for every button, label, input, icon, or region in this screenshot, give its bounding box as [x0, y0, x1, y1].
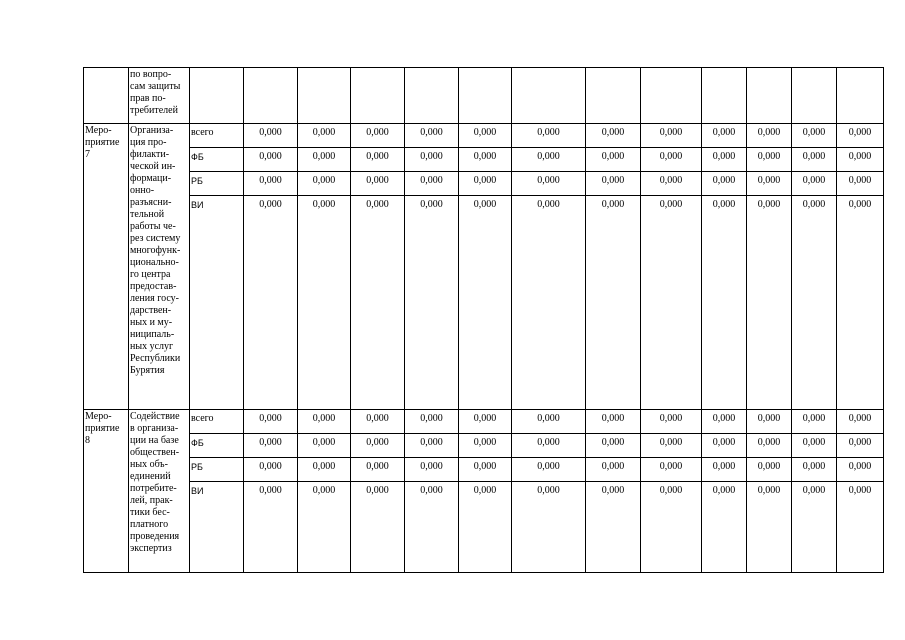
amount-cell: 0,000 [244, 172, 298, 196]
amount-cell: 0,000 [405, 172, 459, 196]
amount-cell: 0,000 [792, 196, 837, 410]
amount-cell: 0,000 [837, 434, 884, 458]
amount-cell: 0,000 [586, 148, 641, 172]
amount-cell: 0,000 [405, 196, 459, 410]
measure-label: Меро- приятие 8 [84, 410, 129, 573]
funding-source: РБ [190, 458, 244, 482]
amount-cell: 0,000 [512, 410, 586, 434]
empty-cell [641, 68, 702, 124]
amount-cell: 0,000 [837, 458, 884, 482]
amount-cell: 0,000 [792, 172, 837, 196]
table-row [84, 410, 884, 434]
amount-cell: 0,000 [298, 172, 351, 196]
amount-cell: 0,000 [298, 124, 351, 148]
amount-cell: 0,000 [351, 196, 405, 410]
amount-cell: 0,000 [641, 124, 702, 148]
amount-cell: 0,000 [351, 434, 405, 458]
table-row [84, 172, 884, 196]
measure-description: Содействие в организа- ции на базе обществен- ных объ- единений потребите- лей, прак- тики бес- платного проведения экспертиз [129, 410, 190, 573]
amount-cell: 0,000 [351, 410, 405, 434]
empty-cell [792, 68, 837, 124]
amount-cell: 0,000 [459, 434, 512, 458]
empty-cell [512, 68, 586, 124]
amount-cell: 0,000 [298, 458, 351, 482]
amount-cell: 0,000 [459, 196, 512, 410]
amount-cell: 0,000 [747, 172, 792, 196]
funding-source: ФБ [190, 148, 244, 172]
amount-cell: 0,000 [641, 148, 702, 172]
amount-cell: 0,000 [512, 196, 586, 410]
amount-cell: 0,000 [512, 172, 586, 196]
funding-source: ФБ [190, 434, 244, 458]
amount-cell: 0,000 [641, 172, 702, 196]
amount-cell: 0,000 [459, 458, 512, 482]
amount-cell: 0,000 [298, 196, 351, 410]
amount-cell: 0,000 [351, 172, 405, 196]
amount-cell: 0,000 [747, 196, 792, 410]
amount-cell: 0,000 [837, 196, 884, 410]
amount-cell: 0,000 [586, 172, 641, 196]
amount-cell: 0,000 [641, 458, 702, 482]
table-row [84, 458, 884, 482]
amount-cell: 0,000 [702, 410, 747, 434]
amount-cell: 0,000 [792, 458, 837, 482]
empty-cell [351, 68, 405, 124]
amount-cell: 0,000 [512, 458, 586, 482]
empty-cell [702, 68, 747, 124]
amount-cell: 0,000 [747, 434, 792, 458]
amount-cell: 0,000 [405, 482, 459, 573]
amount-cell: 0,000 [512, 434, 586, 458]
amount-cell: 0,000 [641, 196, 702, 410]
funding-source: ВИ [190, 482, 244, 573]
measures-body [84, 124, 884, 573]
amount-cell: 0,000 [837, 172, 884, 196]
amount-cell: 0,000 [459, 410, 512, 434]
amount-cell: 0,000 [459, 172, 512, 196]
table-row [84, 148, 884, 172]
amount-cell: 0,000 [512, 124, 586, 148]
amount-cell: 0,000 [459, 148, 512, 172]
empty-cell [405, 68, 459, 124]
amount-cell: 0,000 [459, 482, 512, 573]
amount-cell: 0,000 [298, 434, 351, 458]
amount-cell: 0,000 [747, 148, 792, 172]
amount-cell: 0,000 [702, 482, 747, 573]
empty-cell [244, 68, 298, 124]
amount-cell: 0,000 [405, 410, 459, 434]
empty-cell [298, 68, 351, 124]
amount-cell: 0,000 [702, 124, 747, 148]
amount-cell: 0,000 [244, 148, 298, 172]
amount-cell: 0,000 [837, 410, 884, 434]
amount-cell: 0,000 [244, 434, 298, 458]
empty-cell [837, 68, 884, 124]
amount-cell: 0,000 [351, 148, 405, 172]
amount-cell: 0,000 [405, 124, 459, 148]
amount-cell: 0,000 [459, 124, 512, 148]
empty-cell [190, 68, 244, 124]
amount-cell: 0,000 [586, 124, 641, 148]
empty-cell [459, 68, 512, 124]
amount-cell: 0,000 [244, 410, 298, 434]
amount-cell: 0,000 [298, 482, 351, 573]
continuation-row [84, 68, 884, 124]
amount-cell: 0,000 [586, 196, 641, 410]
amount-cell: 0,000 [405, 148, 459, 172]
amount-cell: 0,000 [586, 434, 641, 458]
amount-cell: 0,000 [792, 434, 837, 458]
amount-cell: 0,000 [747, 410, 792, 434]
amount-cell: 0,000 [702, 148, 747, 172]
amount-cell: 0,000 [405, 434, 459, 458]
amount-cell: 0,000 [792, 482, 837, 573]
amount-cell: 0,000 [792, 124, 837, 148]
amount-cell: 0,000 [702, 434, 747, 458]
amount-cell: 0,000 [512, 148, 586, 172]
amount-cell: 0,000 [747, 482, 792, 573]
amount-cell: 0,000 [586, 458, 641, 482]
amount-cell: 0,000 [837, 148, 884, 172]
amount-cell: 0,000 [702, 458, 747, 482]
amount-cell: 0,000 [586, 482, 641, 573]
amount-cell: 0,000 [244, 196, 298, 410]
measure-label: Меро- приятие 7 [84, 124, 129, 410]
amount-cell: 0,000 [641, 410, 702, 434]
amount-cell: 0,000 [405, 458, 459, 482]
amount-cell: 0,000 [702, 172, 747, 196]
amount-cell: 0,000 [244, 124, 298, 148]
table-row [84, 482, 884, 573]
table-row [84, 196, 884, 410]
amount-cell: 0,000 [351, 482, 405, 573]
amount-cell: 0,000 [792, 148, 837, 172]
amount-cell: 0,000 [792, 410, 837, 434]
amount-cell: 0,000 [641, 434, 702, 458]
amount-cell: 0,000 [298, 148, 351, 172]
empty-cell [586, 68, 641, 124]
amount-cell: 0,000 [747, 124, 792, 148]
continuation-text: по вопро- сам защиты прав по- требителей [129, 68, 190, 124]
amount-cell: 0,000 [351, 124, 405, 148]
amount-cell: 0,000 [747, 458, 792, 482]
amount-cell: 0,000 [837, 124, 884, 148]
funding-source: всего [190, 124, 244, 148]
amount-cell: 0,000 [244, 482, 298, 573]
empty-cell [84, 68, 129, 124]
amount-cell: 0,000 [298, 410, 351, 434]
table-row [84, 434, 884, 458]
empty-cell [747, 68, 792, 124]
funding-source: ВИ [190, 196, 244, 410]
budget-table [83, 67, 884, 573]
amount-cell: 0,000 [702, 196, 747, 410]
amount-cell: 0,000 [586, 410, 641, 434]
amount-cell: 0,000 [837, 482, 884, 573]
funding-source: всего [190, 410, 244, 434]
amount-cell: 0,000 [512, 482, 586, 573]
funding-source: РБ [190, 172, 244, 196]
amount-cell: 0,000 [244, 458, 298, 482]
amount-cell: 0,000 [351, 458, 405, 482]
amount-cell: 0,000 [641, 482, 702, 573]
measure-description: Организа- ция про- филакти- ческой ин- формаци- онно- разъясни- тельной работы че- рез систему многофунк- ционально- го центра предостав- ления госу- дарствен- ных и му- ниципаль- ных услуг Республики Бурятия [129, 124, 190, 410]
table-row [84, 124, 884, 148]
